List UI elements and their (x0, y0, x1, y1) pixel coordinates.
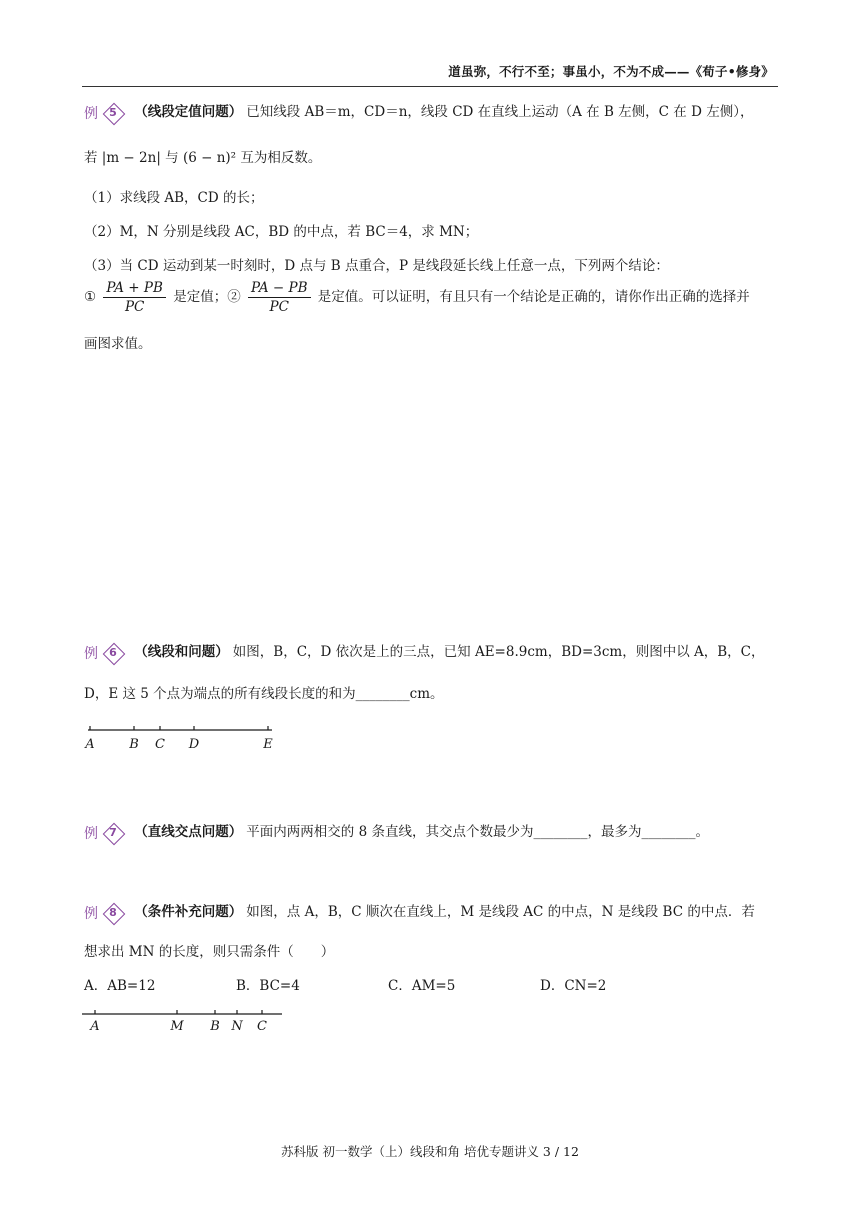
example-5-line1 (84, 100, 753, 124)
options-row (84, 974, 660, 994)
diamond-number-icon: 5 (102, 102, 124, 124)
question-1: （1）求线段 AB，CD 的长； (84, 190, 264, 206)
segment-figure-1 (82, 718, 282, 758)
page-footer: 苏科版 初一数学（上）线段和角 培优专题讲义 3 / 12 (281, 1144, 579, 1159)
conclusion-end: 画图求值。 (84, 336, 152, 352)
conclusion-1-marker: ① (84, 289, 97, 305)
point-label-b: B (210, 1019, 220, 1034)
point-label-n: N (231, 1019, 243, 1034)
example-text: 如图，点 A，B，C 顺次在直线上，M 是线段 AC 的中点，N 是线段 BC 的中点．若 (246, 904, 755, 920)
example-text: 如图，B，C，D 依次是上的三点，已知 AE=8.9cm，BD=3cm，则图中以 A，B，C， (232, 644, 765, 660)
fraction-1: $\frac{PA + PB}{PC}$ (103, 280, 166, 315)
point-label-a: A (85, 737, 95, 752)
example-6-line2: D，E 这 5 个点为端点的所有线段长度的和为________cm。 (84, 686, 444, 702)
diamond-number-icon: 8 (102, 902, 124, 924)
point-label-d: D (188, 737, 200, 752)
example-badge (84, 102, 124, 124)
point-label-c: C (257, 1019, 267, 1034)
example-tag: （线段定值问题） (134, 104, 243, 120)
example-label: 例 (84, 825, 98, 842)
header-rule (82, 86, 778, 87)
header-motto: 道虽弥，不行不至；事虽小，不为不成——《荀子•修身》 (448, 64, 774, 79)
point-label-e: E (263, 737, 273, 752)
example-8-line2: 想求出 MN 的长度，则只需条件（ ） (84, 944, 335, 960)
conclusions-line (84, 280, 750, 315)
example-label: 例 (84, 105, 98, 122)
point-label-b: B (129, 737, 139, 752)
option-b[interactable]: B．BC=4 (236, 978, 300, 994)
example-badge (84, 642, 124, 664)
option-a[interactable]: A．AB=12 (84, 978, 156, 994)
fraction-2: $\frac{PA - PB}{PC}$ (248, 280, 311, 315)
example-5-line2: 若 |m − 2n| 与 (6 − n)² 互为相反数。 (84, 150, 322, 166)
example-7-line1 (84, 820, 709, 844)
conclusion-2-text: 是定值。可以证明，有且只有一个结论是正确的，请你作出正确的选择并 (317, 289, 750, 305)
point-label-a: A (90, 1019, 100, 1034)
example-badge (84, 902, 124, 924)
example-label: 例 (84, 645, 98, 662)
option-c[interactable]: C．AM=5 (388, 978, 456, 994)
segment-figure-2 (82, 1004, 292, 1044)
example-tag: （直线交点问题） (134, 824, 243, 840)
conclusion-1-text: 是定值；② (173, 289, 241, 305)
example-badge (84, 822, 124, 844)
option-d[interactable]: D．CN=2 (540, 978, 607, 994)
example-8-line1 (84, 900, 755, 924)
point-label-c: C (155, 737, 165, 752)
diamond-number-icon: 7 (102, 822, 124, 844)
example-tag: （条件补充问题） (134, 904, 243, 920)
example-text: 平面内两两相交的 8 条直线，其交点个数最少为________，最多为________。 (246, 824, 709, 840)
example-text: 已知线段 AB＝m，CD＝n，线段 CD 在直线上运动（A 在 B 左侧，C 在 D 左侧）， (246, 104, 754, 120)
point-label-m: M (170, 1019, 184, 1034)
example-tag: （线段和问题） (134, 644, 229, 660)
diamond-number-icon: 6 (102, 642, 124, 664)
example-6-line1 (84, 640, 765, 664)
question-3: （3）当 CD 运动到某一时刻时，D 点与 B 点重合，P 是线段延长线上任意一点，下列两个结论： (84, 258, 669, 274)
question-2: （2）M，N 分别是线段 AC，BD 的中点，若 BC＝4，求 MN； (84, 224, 479, 240)
example-label: 例 (84, 905, 98, 922)
